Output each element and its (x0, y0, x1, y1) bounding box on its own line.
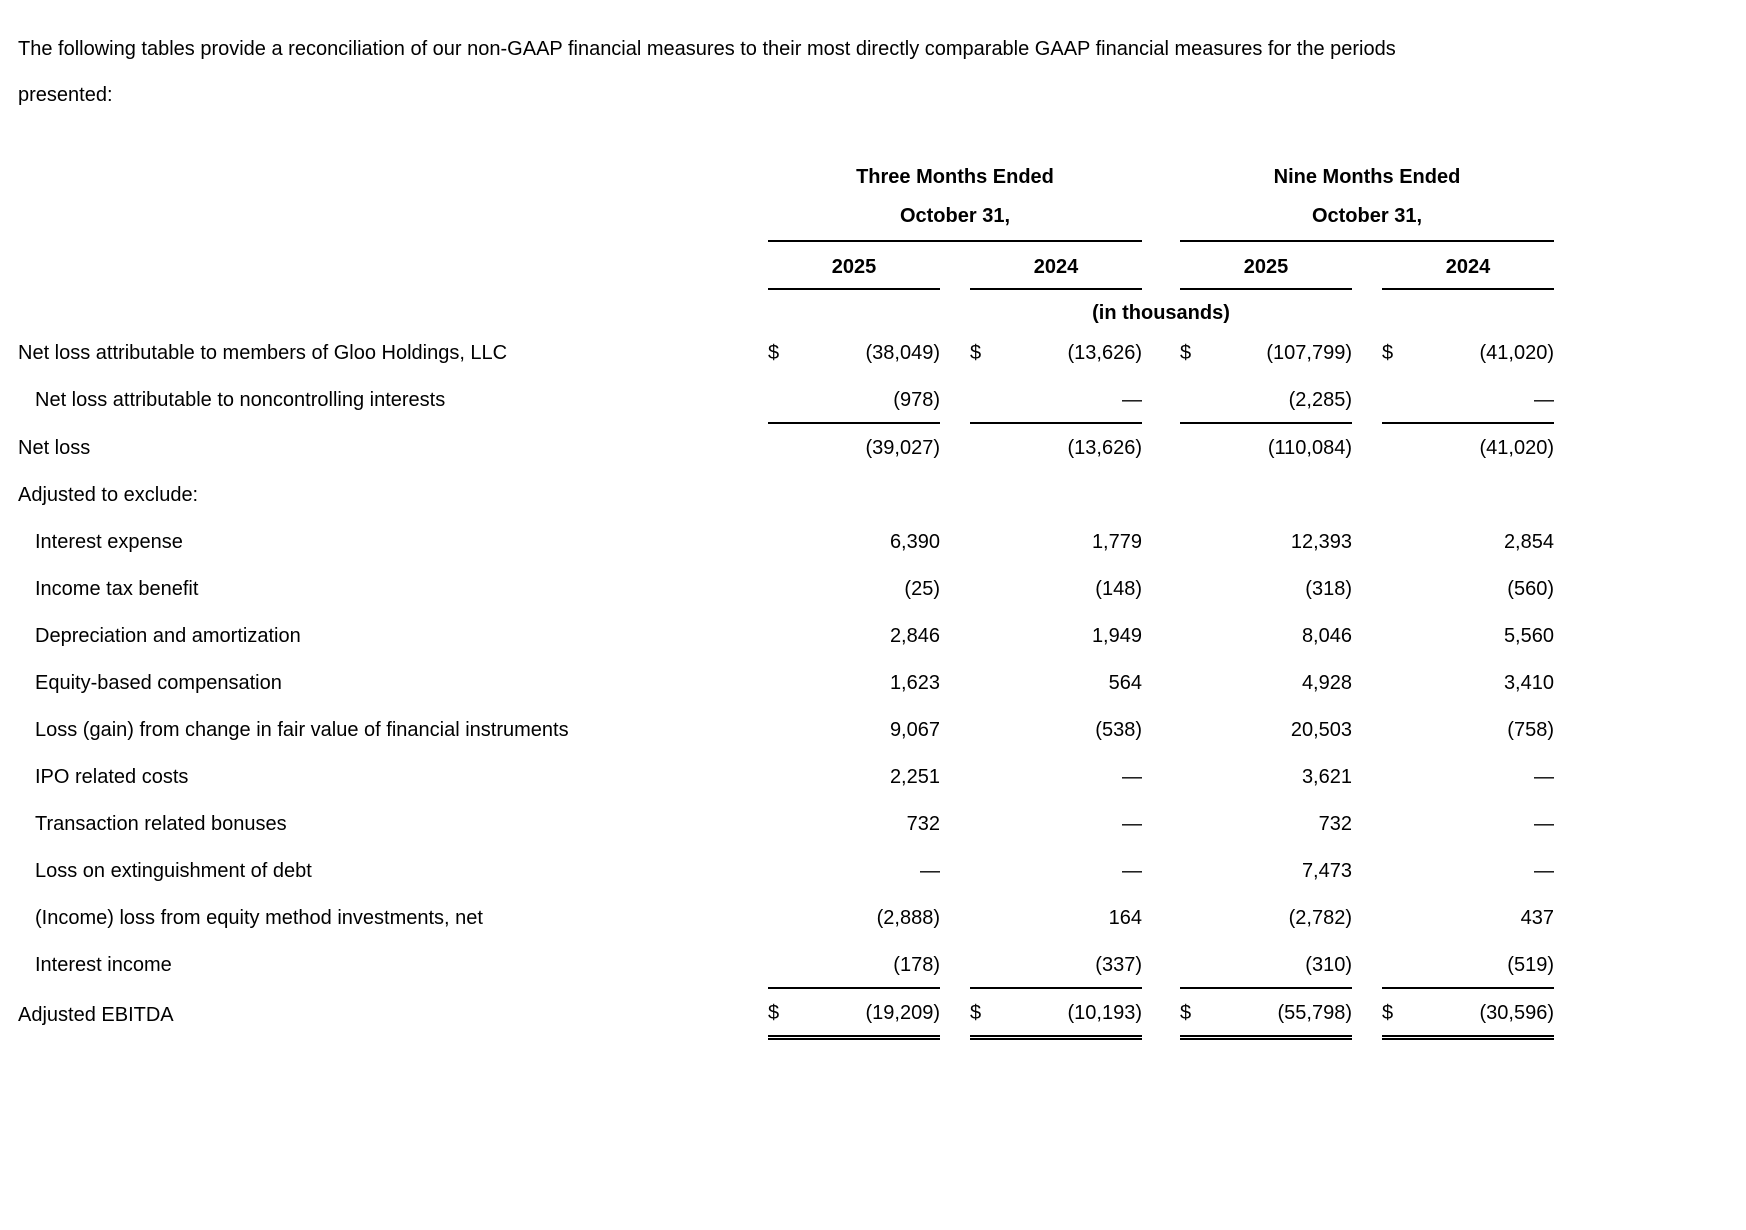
value-cell (970, 423, 1142, 471)
row-label: Net loss attributable to members of Gloo Holdings, LLC (18, 342, 508, 364)
row-label: Adjusted EBITDA (18, 1003, 174, 1026)
value-text: — (920, 860, 940, 882)
value-cell (1382, 988, 1554, 1038)
value-cell (1180, 612, 1352, 659)
row-label: Loss (gain) from change in fair value of financial instruments (35, 719, 569, 741)
column-gap (940, 518, 970, 565)
reconciliation-table (18, 166, 1554, 1040)
column-gap (1142, 166, 1180, 199)
column-gap (1352, 753, 1382, 800)
column-gap (1352, 376, 1382, 423)
dollar-sign: $ (768, 342, 780, 364)
row-label: Loss on extinguishment of debt (35, 860, 312, 882)
column-gap (1142, 988, 1180, 1038)
value-cell (1180, 706, 1352, 753)
value-cell-content (1382, 529, 1554, 555)
value-cell-content (970, 764, 1142, 790)
column-gap (1352, 329, 1382, 376)
column-gap (1142, 471, 1180, 518)
value-cell-content (1180, 482, 1352, 508)
table-row (18, 376, 1554, 423)
table-row (18, 565, 1554, 612)
value-cell-content (1382, 1000, 1554, 1026)
value-cell (1180, 565, 1352, 612)
value-cell-content (1382, 905, 1554, 931)
column-gap (940, 706, 970, 753)
value-cell-content (970, 529, 1142, 555)
year-header-row (18, 241, 1554, 289)
value-text: 2,251 (889, 766, 940, 788)
value-text: (38,049) (865, 342, 940, 364)
table-row (18, 894, 1554, 941)
column-gap (1352, 847, 1382, 894)
dollar-sign: $ (970, 1002, 982, 1024)
value-text: 3,621 (1301, 766, 1352, 788)
value-cell-content (970, 482, 1142, 508)
value-cell-content (768, 340, 940, 366)
value-cell (1180, 894, 1352, 941)
value-cell (1180, 941, 1352, 988)
units-row (18, 289, 1554, 329)
value-cell-content (970, 952, 1142, 978)
row-label: Net loss attributable to noncontrolling interests (35, 389, 446, 411)
value-text: (148) (1095, 578, 1142, 600)
value-cell (768, 565, 940, 612)
column-gap (1352, 659, 1382, 706)
value-cell-content (970, 435, 1142, 461)
value-cell (970, 706, 1142, 753)
column-gap (1142, 753, 1180, 800)
value-text: 20,503 (1290, 719, 1352, 741)
value-cell-content (1180, 387, 1352, 413)
value-text: 1,949 (1091, 625, 1142, 647)
value-text: 732 (1318, 813, 1352, 835)
value-text: (13,626) (1067, 437, 1142, 459)
document-page (18, 26, 1726, 1040)
column-gap (1142, 518, 1180, 565)
value-cell-content (768, 435, 940, 461)
value-text: (758) (1507, 719, 1554, 741)
value-cell-content (768, 717, 940, 743)
value-cell (970, 376, 1142, 423)
value-cell (1382, 894, 1554, 941)
value-text: 1,623 (889, 672, 940, 694)
value-cell-content (1180, 905, 1352, 931)
value-cell-content (768, 670, 940, 696)
value-cell (970, 988, 1142, 1038)
row-label: Depreciation and amortization (35, 625, 301, 647)
value-cell (1382, 518, 1554, 565)
value-cell-content (1180, 670, 1352, 696)
table-row (18, 706, 1554, 753)
header-spacer (18, 199, 768, 241)
value-cell-content (970, 858, 1142, 884)
value-text: (13,626) (1067, 342, 1142, 364)
value-text: 8,046 (1301, 625, 1352, 647)
value-text: (19,209) (865, 1002, 940, 1024)
column-gap (1352, 894, 1382, 941)
value-cell (768, 800, 940, 847)
value-text: 164 (1108, 907, 1142, 929)
value-cell-content (1382, 387, 1554, 413)
value-cell-content (1382, 717, 1554, 743)
units-note: (in thousands) (1092, 302, 1230, 324)
column-gap (940, 376, 970, 423)
value-cell (768, 988, 940, 1038)
value-cell-content (1382, 670, 1554, 696)
value-text: — (1534, 860, 1554, 882)
value-cell-content (768, 764, 940, 790)
value-cell (1382, 423, 1554, 471)
value-cell-content (1382, 576, 1554, 602)
value-cell (1382, 847, 1554, 894)
value-cell (1382, 612, 1554, 659)
value-cell (1180, 753, 1352, 800)
value-cell (1382, 565, 1554, 612)
value-text: (39,027) (865, 437, 940, 459)
value-text: 2,854 (1503, 531, 1554, 553)
value-cell-content (970, 576, 1142, 602)
column-gap (1352, 565, 1382, 612)
table-row (18, 471, 1554, 518)
value-cell (768, 329, 940, 376)
table-row (18, 800, 1554, 847)
value-cell-content (1382, 482, 1554, 508)
value-cell-content (768, 387, 940, 413)
value-text: (110,084) (1267, 437, 1352, 459)
value-cell-content (768, 952, 940, 978)
value-cell-content (768, 482, 940, 508)
table-row (18, 518, 1554, 565)
value-cell-content (768, 576, 940, 602)
row-label: Transaction related bonuses (35, 813, 287, 835)
value-cell-content (970, 1000, 1142, 1026)
table-row (18, 988, 1554, 1038)
table-row (18, 659, 1554, 706)
column-gap (1142, 847, 1180, 894)
column-gap (1142, 612, 1180, 659)
column-gap (940, 894, 970, 941)
value-text: 2,846 (889, 625, 940, 647)
dollar-sign: $ (1382, 342, 1394, 364)
value-cell (1180, 376, 1352, 423)
dollar-sign: $ (1180, 1002, 1192, 1024)
value-cell (1180, 800, 1352, 847)
value-cell (1382, 706, 1554, 753)
value-cell (1382, 471, 1554, 518)
column-gap (1142, 659, 1180, 706)
column-gap (1142, 565, 1180, 612)
value-cell (1382, 376, 1554, 423)
table-row (18, 329, 1554, 376)
value-cell (970, 800, 1142, 847)
value-cell-content (970, 670, 1142, 696)
year-header: 2024 (970, 241, 1142, 289)
value-cell (1382, 941, 1554, 988)
column-gap (940, 988, 970, 1038)
value-cell-content (1180, 764, 1352, 790)
column-gap (1352, 423, 1382, 471)
column-gap (1142, 199, 1180, 241)
value-text: — (1122, 766, 1142, 788)
value-cell (768, 706, 940, 753)
value-cell-content (768, 858, 940, 884)
column-gap (1352, 612, 1382, 659)
value-text: (519) (1507, 954, 1554, 976)
value-text: — (1534, 813, 1554, 835)
value-text: (560) (1507, 578, 1554, 600)
row-label: Net loss (18, 437, 91, 459)
group-title-row (18, 166, 1554, 199)
column-gap (1142, 894, 1180, 941)
value-text: 5,560 (1503, 625, 1554, 647)
value-cell-content (1382, 340, 1554, 366)
value-text: 9,067 (889, 719, 940, 741)
column-gap (1142, 423, 1180, 471)
value-cell-content (1180, 623, 1352, 649)
value-cell-content (970, 340, 1142, 366)
value-cell (1180, 659, 1352, 706)
value-text: — (1534, 389, 1554, 411)
table-row (18, 753, 1554, 800)
column-gap (940, 659, 970, 706)
value-cell-content (1180, 435, 1352, 461)
value-cell-content (768, 905, 940, 931)
row-label: Interest expense (35, 531, 183, 553)
value-text: 3,410 (1503, 672, 1554, 694)
column-gap (940, 241, 970, 289)
value-cell-content (1180, 1000, 1352, 1026)
value-cell-content (1382, 435, 1554, 461)
dollar-sign: $ (768, 1002, 780, 1024)
column-gap (1352, 800, 1382, 847)
value-text: (318) (1305, 578, 1352, 600)
column-gap (1352, 988, 1382, 1038)
value-cell (970, 329, 1142, 376)
column-gap (940, 565, 970, 612)
value-cell-content (1180, 811, 1352, 837)
value-cell-content (970, 717, 1142, 743)
value-cell (768, 941, 940, 988)
value-text: (55,798) (1277, 1002, 1352, 1024)
value-cell (768, 847, 940, 894)
value-text: — (1122, 813, 1142, 835)
value-text: (41,020) (1479, 437, 1554, 459)
value-text: 564 (1108, 672, 1142, 694)
value-cell (1382, 753, 1554, 800)
value-cell (768, 518, 940, 565)
value-text: (178) (893, 954, 940, 976)
value-text: (25) (904, 578, 940, 600)
year-header: 2025 (768, 241, 940, 289)
value-cell (1180, 423, 1352, 471)
column-gap (940, 471, 970, 518)
column-gap (1142, 800, 1180, 847)
value-text: 7,473 (1301, 860, 1352, 882)
column-gap (1352, 241, 1382, 289)
table-row (18, 941, 1554, 988)
intro-paragraph: The following tables provide a reconciliation of our non-GAAP financial measures to their most directly comparable GAAP financial measures for the periods presented: (18, 38, 1396, 106)
value-cell-content (970, 905, 1142, 931)
value-cell-content (1382, 952, 1554, 978)
column-gap (1142, 329, 1180, 376)
group-title-three-months: Three Months Ended (856, 166, 1054, 188)
value-cell (1382, 329, 1554, 376)
group-subtitle-three-months: October 31, (768, 199, 1142, 241)
value-cell (768, 376, 940, 423)
header-spacer (18, 241, 768, 289)
table-row (18, 423, 1554, 471)
value-text: — (1122, 860, 1142, 882)
value-cell-content (768, 811, 940, 837)
value-text: (978) (893, 389, 940, 411)
dollar-sign: $ (1180, 342, 1192, 364)
column-gap (940, 941, 970, 988)
value-cell (970, 894, 1142, 941)
column-gap (1352, 518, 1382, 565)
row-label: IPO related costs (35, 766, 189, 788)
value-text: (30,596) (1479, 1002, 1554, 1024)
value-cell (1382, 800, 1554, 847)
value-cell (970, 659, 1142, 706)
column-gap (940, 612, 970, 659)
column-gap (1352, 941, 1382, 988)
value-cell (970, 565, 1142, 612)
value-cell (970, 612, 1142, 659)
row-label: Interest income (35, 954, 172, 976)
value-cell (1180, 518, 1352, 565)
value-text: (41,020) (1479, 342, 1554, 364)
header-spacer (18, 289, 768, 329)
column-gap (1352, 471, 1382, 518)
row-label: Income tax benefit (35, 578, 199, 600)
value-text: — (1122, 389, 1142, 411)
value-text: (2,285) (1288, 389, 1352, 411)
value-text: 437 (1520, 907, 1554, 929)
value-cell (970, 847, 1142, 894)
value-cell-content (1382, 811, 1554, 837)
column-gap (940, 423, 970, 471)
value-cell-content (1382, 764, 1554, 790)
value-cell (768, 471, 940, 518)
value-cell-content (768, 623, 940, 649)
value-cell (970, 941, 1142, 988)
column-gap (1142, 941, 1180, 988)
header-spacer (18, 166, 768, 199)
column-gap (940, 800, 970, 847)
value-cell (970, 753, 1142, 800)
value-cell-content (1180, 717, 1352, 743)
value-text: 732 (906, 813, 940, 835)
table-row (18, 612, 1554, 659)
dollar-sign: $ (970, 342, 982, 364)
value-cell (1180, 471, 1352, 518)
table-body (18, 329, 1554, 1038)
row-label: (Income) loss from equity method investments, net (35, 907, 483, 929)
value-cell (768, 612, 940, 659)
value-cell (1180, 847, 1352, 894)
value-cell (1382, 659, 1554, 706)
value-cell (970, 471, 1142, 518)
year-header: 2025 (1180, 241, 1352, 289)
value-cell (768, 659, 940, 706)
column-gap (1352, 706, 1382, 753)
column-gap (1142, 706, 1180, 753)
group-subtitle-nine-months: October 31, (1180, 199, 1554, 241)
value-text: 4,928 (1301, 672, 1352, 694)
value-cell-content (970, 387, 1142, 413)
row-label: Adjusted to exclude: (18, 484, 199, 506)
row-label: Equity-based compensation (35, 672, 282, 694)
column-gap (1142, 376, 1180, 423)
value-text: 1,779 (1091, 531, 1142, 553)
value-text: — (1534, 766, 1554, 788)
value-cell (970, 518, 1142, 565)
dollar-sign: $ (1382, 1002, 1394, 1024)
value-text: (107,799) (1266, 342, 1352, 364)
column-gap (940, 753, 970, 800)
value-text: (2,782) (1288, 907, 1352, 929)
value-text: (337) (1095, 954, 1142, 976)
value-text: 6,390 (889, 531, 940, 553)
value-cell-content (1382, 623, 1554, 649)
value-cell-content (1180, 858, 1352, 884)
year-header: 2024 (1382, 241, 1554, 289)
value-cell-content (1180, 952, 1352, 978)
group-subtitle-row (18, 199, 1554, 241)
value-cell (768, 753, 940, 800)
table-header (18, 166, 1554, 329)
value-cell (1180, 988, 1352, 1038)
value-text: (538) (1095, 719, 1142, 741)
value-text: (310) (1305, 954, 1352, 976)
column-gap (1142, 241, 1180, 289)
value-cell-content (970, 623, 1142, 649)
value-cell (768, 894, 940, 941)
column-gap (940, 329, 970, 376)
value-cell-content (1180, 576, 1352, 602)
value-cell-content (1382, 858, 1554, 884)
value-cell-content (768, 1000, 940, 1026)
value-cell-content (768, 529, 940, 555)
value-text: (10,193) (1067, 1002, 1142, 1024)
value-cell-content (1180, 340, 1352, 366)
value-cell (768, 423, 940, 471)
value-cell-content (1180, 529, 1352, 555)
group-title-nine-months: Nine Months Ended (1273, 166, 1461, 188)
column-gap (940, 847, 970, 894)
value-cell (1180, 329, 1352, 376)
table-row (18, 847, 1554, 894)
value-text: 12,393 (1290, 531, 1352, 553)
value-cell-content (970, 811, 1142, 837)
value-text: (2,888) (876, 907, 940, 929)
